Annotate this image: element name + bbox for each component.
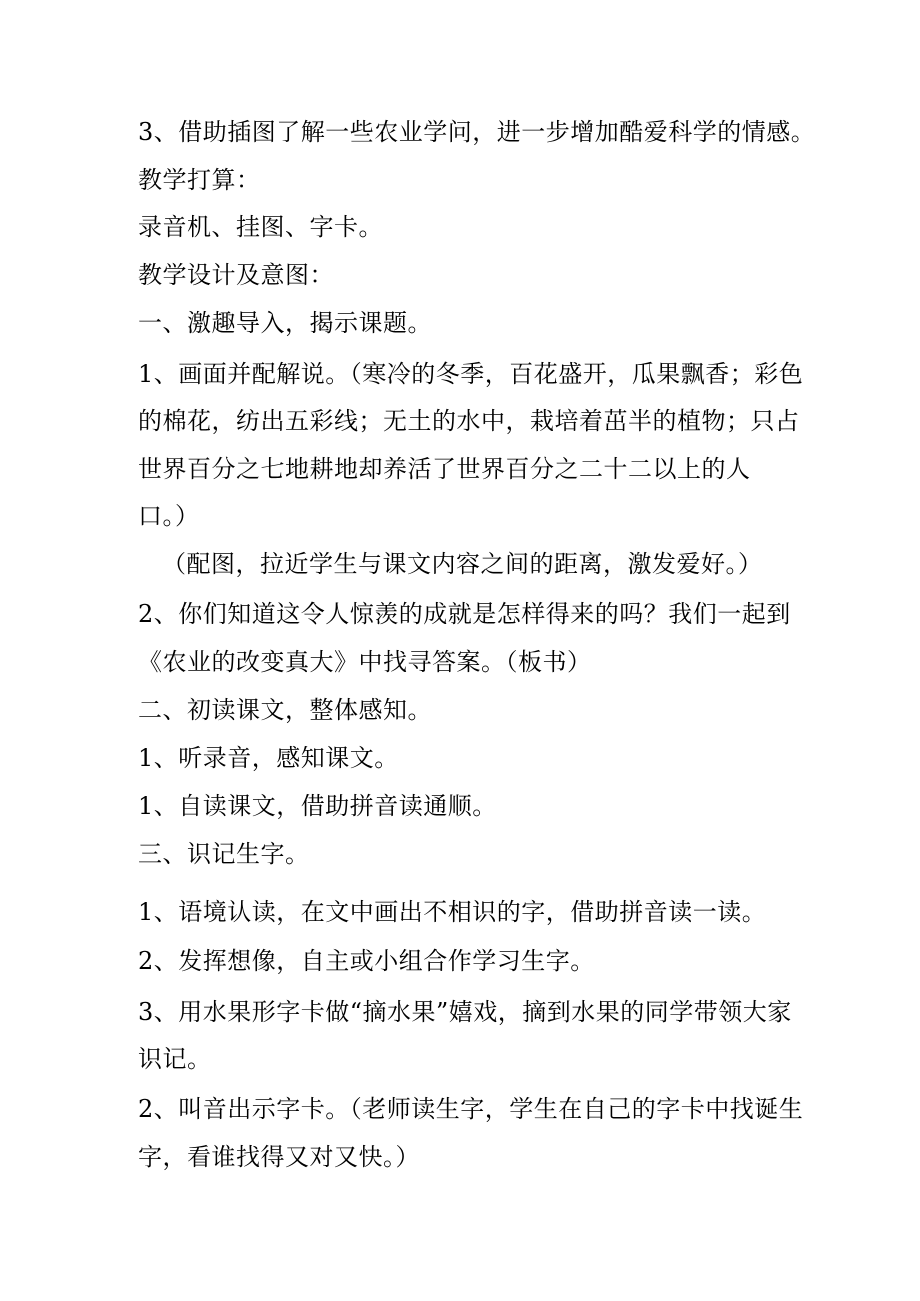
imagination-step-line: 2、发挥想像，自主或小组合作学习生字。 [138,947,595,975]
intent-note: （配图，拉近学生与课文内容之间的距离，激发爱好。） [162,550,763,578]
step-1-line-2: 的棉花，纺出五彩线；无土的水中，栽培着茁半的植物；只占 [138,407,800,435]
context-reading-step-line: 1、语境认读，在文中画出不相识的字，借助拼音读一读。 [138,898,767,926]
materials-line: 录音机、挂图、字卡。 [138,213,383,241]
step-1-line-1: 1、画面并配解说。（寒冷的冬季，百花盛开，瓜果飘香；彩色 [138,360,804,388]
fruit-game-line-1: 3、用水果形字卡做“摘水果”嬉戏，摘到水果的同学带领大家 [138,998,792,1026]
step-2-line-2: 《农业的改变真大》中找寻答案。（板书） [138,648,592,676]
fruit-game-line-2: 识记。 [138,1045,212,1073]
section-2-heading: 二、初读课文，整体感知。 [138,696,432,724]
step-2-line-1: 2、你们知道这令人惊羡的成就是怎样得来的吗？我们一起到 [138,600,791,628]
section-3-heading: 三、识记生字。 [138,840,310,868]
flashcard-step-line-2: 字，看谁找得又对又快。） [138,1143,420,1171]
section-1-heading: 一、激趣导入，揭示课题。 [138,309,432,337]
step-1-line-3: 世界百分之七地耕地却养活了世界百分之二十二以上的人 [138,455,751,483]
flashcard-step-line-1: 2、叫音出示字卡。（老师读生字，学生在自己的字卡中找诞生 [138,1095,804,1123]
teaching-preparation-heading: 教学打算： [138,166,261,194]
objective-3-line: 3、借助插图了解一些农业学问，进一步增加酷爱科学的情感。 [138,118,816,146]
step-1-line-4: 口。） [138,502,200,530]
self-read-step-line: 1、自读课文，借助拼音读通顺。 [138,792,497,820]
listen-step-line: 1、听录音，感知课文。 [138,744,399,772]
teaching-design-heading: 教学设计及意图： [138,261,334,289]
